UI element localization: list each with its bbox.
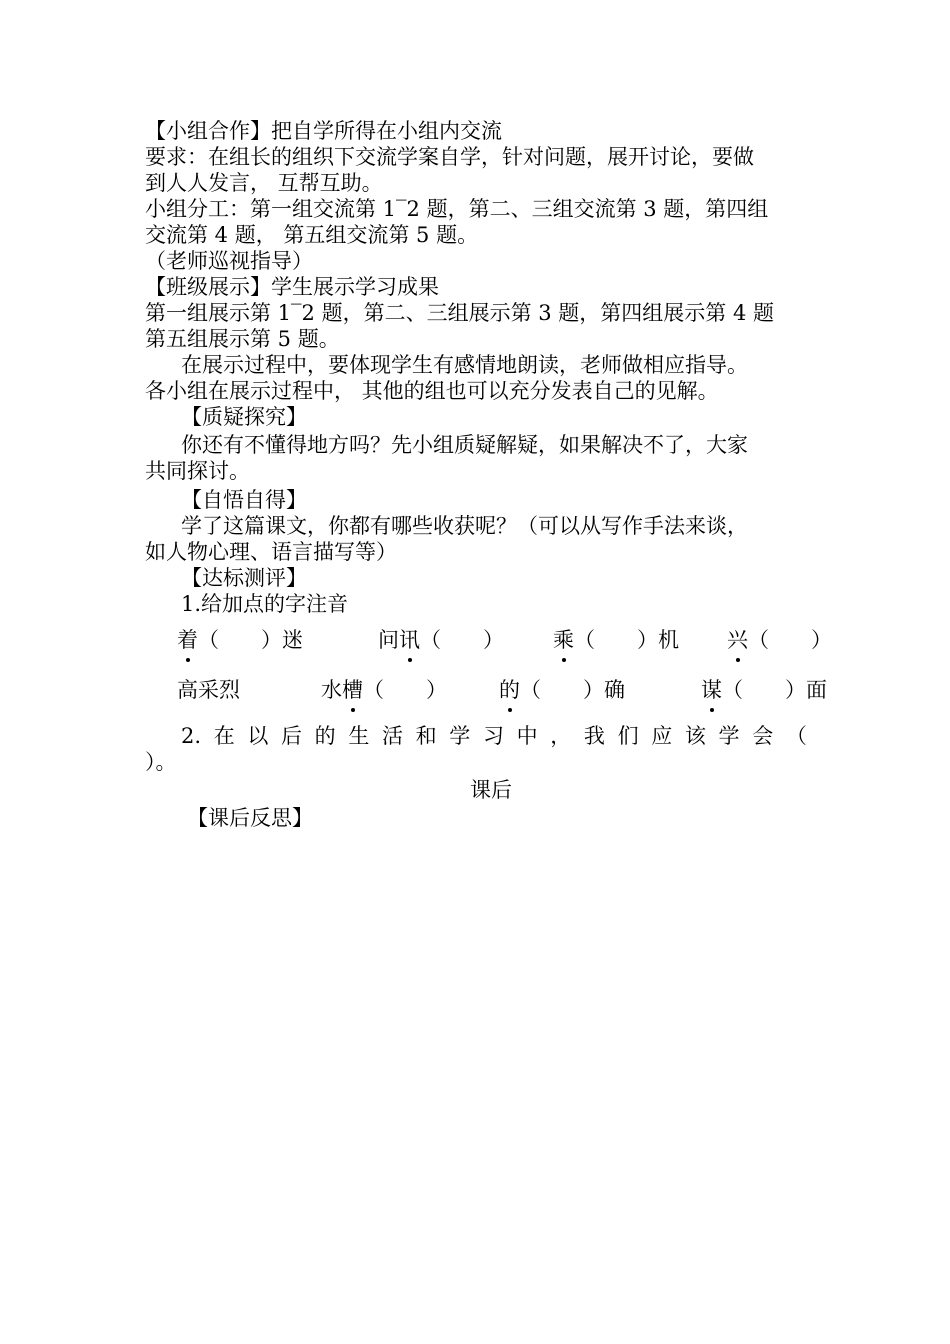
pinyin-item: 问讯（ ） <box>378 628 504 652</box>
pinyin-item: 谋（ ）面 <box>701 678 827 702</box>
display-guidance: 在展示过程中，要体现学生有感情地朗读，老师做相应指导。 <box>181 353 748 377</box>
pinyin-item: 水槽（ ） <box>321 678 447 702</box>
section-class-display: 【班级展示】学生展示学习成果 <box>145 275 439 299</box>
section-assessment: 【达标测评】 <box>181 566 307 590</box>
questioning-text: 你还有不懂得地方吗？先小组质疑解疑，如果解决不了，大家 <box>181 433 748 457</box>
pinyin-item: 高采烈 <box>177 678 240 702</box>
pinyin-item: 兴（ ） <box>727 628 832 652</box>
section-self-realization: 【自悟自得】 <box>181 488 307 512</box>
section-group-cooperation: 【小组合作】把自学所得在小组内交流 <box>145 119 502 143</box>
question-1-title: 1.给加点的字注音 <box>181 592 349 616</box>
pinyin-exercise-row-2 <box>145 677 827 723</box>
pinyin-item: 乘（ ）机 <box>553 628 679 652</box>
question-2-text: 2. 在 以 后 的 生 活 和 学 习 中 ， 我 们 应 该 学 会 （ <box>181 724 807 748</box>
after-class-heading: 课后 <box>470 778 512 802</box>
document-page <box>145 118 832 831</box>
group-division-text: 小组分工：第一组交流第 1‾2 题，第二、三组交流第 3 题，第四组 <box>145 197 769 221</box>
question-2-tail: ）。 <box>145 750 177 774</box>
pinyin-exercise-row-1 <box>145 627 832 677</box>
requirement-text-cont: 到人人发言， 互帮互助。 <box>145 171 383 195</box>
group-division-text-cont: 交流第 4 题， 第五组交流第 5 题。 <box>145 223 479 247</box>
display-guidance-cont: 各小组在展示过程中， 其他的组也可以充分发表自己的见解。 <box>145 379 719 403</box>
teacher-note: （老师巡视指导） <box>145 249 313 273</box>
requirement-text: 要求：在组长的组织下交流学案自学，针对问题，展开讨论，要做 <box>145 145 754 169</box>
section-questioning: 【质疑探究】 <box>181 405 307 429</box>
section-reflection: 【课后反思】 <box>187 806 313 830</box>
display-assignment-cont: 第五组展示第 5 题。 <box>145 327 340 351</box>
self-realization-text: 学了这篇课文，你都有哪些收获呢？（可以从写作手法来谈， <box>181 514 748 538</box>
display-assignment: 第一组展示第 1‾2 题，第二、三组展示第 3 题，第四组展示第 4 题 <box>145 301 774 325</box>
questioning-text-cont: 共同探讨。 <box>145 459 250 483</box>
pinyin-item: 着（ ）迷 <box>177 628 303 652</box>
pinyin-item: 的（ ）确 <box>499 678 625 702</box>
self-realization-text-cont: 如人物心理、语言描写等） <box>145 540 397 564</box>
